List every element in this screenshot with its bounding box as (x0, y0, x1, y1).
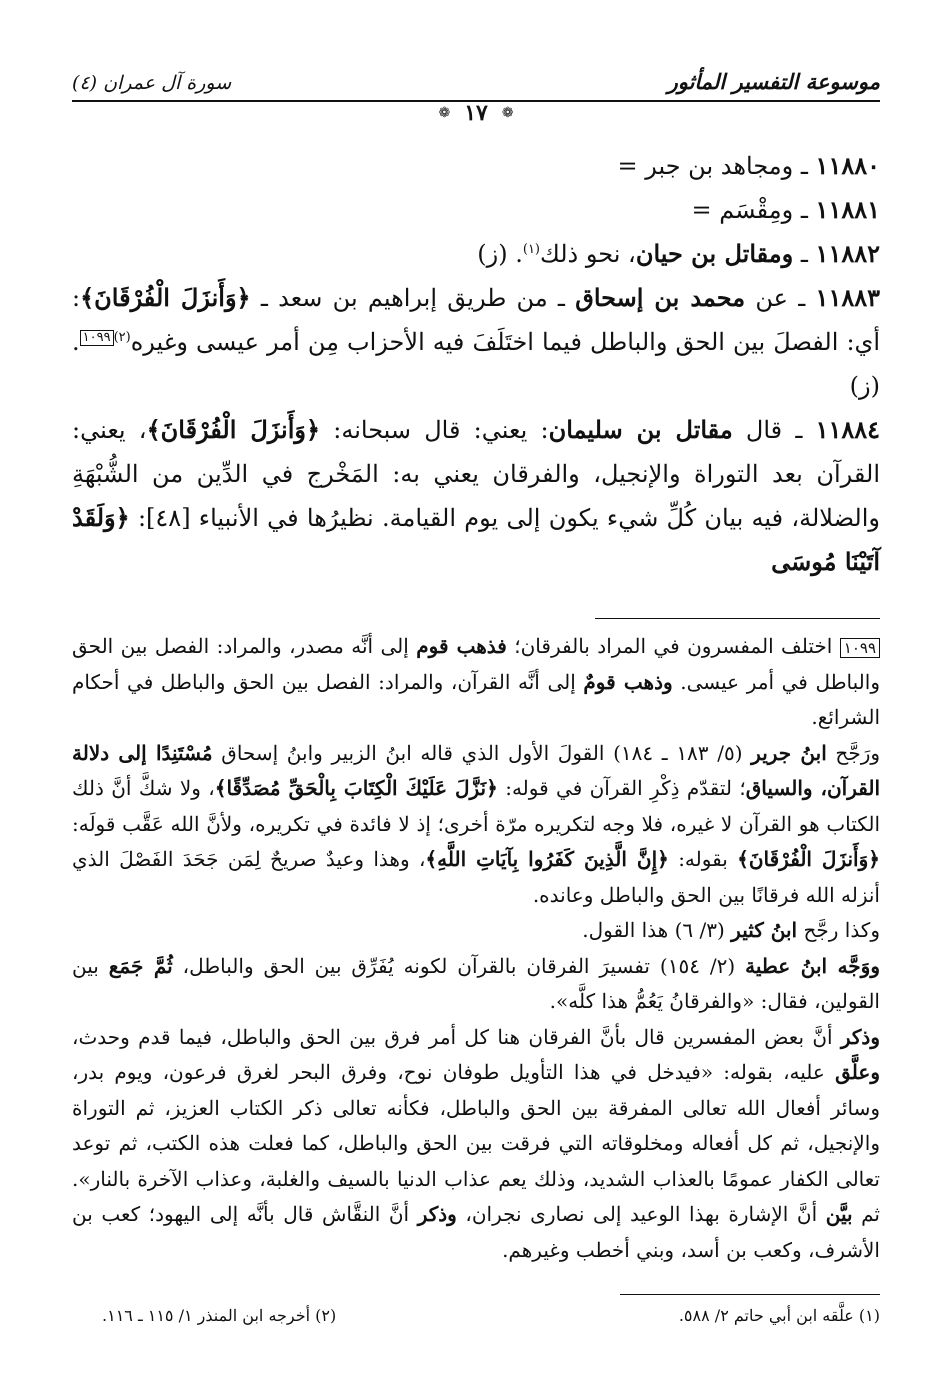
commentary-bold: ووَجَّه ابنُ عطية (745, 953, 880, 978)
commentary-paragraph (72, 949, 880, 1020)
footnote-separator (620, 1294, 880, 1295)
narration-text: ـ قال (732, 416, 816, 444)
commentary-bold: بيَّن (825, 1202, 853, 1226)
narration-11881 (72, 188, 880, 232)
commentary-ref-box: ١٠٩٩ (80, 330, 114, 346)
quran-quote: ﴿وَأَنزَلَ الْفُرْقَانَ﴾ (737, 847, 880, 871)
commentary-text: (٢/ ١٥٤) تفسيرَ الفرقان بالقرآن لكونه يُفَرِّق بين الحق والباطل، (172, 953, 746, 978)
surah-title: سورة آل عمران (٤) (72, 72, 232, 94)
quran-quote: ﴿نَزَّلَ عَلَيْكَ الْكِتَابَ بِالْحَقِّ مُصَدِّقًا﴾ (214, 776, 498, 800)
page-number: ١٧ (464, 100, 488, 126)
commentary-box (72, 629, 880, 1268)
commentary-text: بين القولين، فقال: «والفرقانُ يَعُمُّ هذا كلَّه». (72, 953, 880, 1013)
commentary-text: إلى أنَّه القرآن، والمراد: الفصل بين الحق والباطل في أحكام الشرائع. (72, 669, 880, 729)
narration-text: ، يعني: القرآن بعد التوراة والإنجيل، والفرقان يعني به: المَخْرج في الدِّين من الشُّبْهَةِ والضلالة، فيه بيان كُلِّ شيء يكون إلى يوم القيامة. نظيرُها في الأنبياء [٤٨]: (72, 416, 881, 532)
main-text (72, 144, 880, 584)
narration-text: ـ من طريق إبراهيم بن سعد ـ (250, 284, 576, 312)
commentary-text: اختلف المفسرون في المراد بالفرقان؛ (506, 634, 840, 658)
commentary-text: ، وهذا وعيدٌ صريحٌ لِمَن جَحَدَ الفَصْلَ الذي أنزله الله فرقانًا بين الحق والباطل وعانده. (72, 847, 880, 907)
footnote-2: (٢) أخرجه ابن المنذر ١/ ١١٥ ـ ١١٦. (102, 1306, 337, 1325)
narration-11883 (72, 276, 880, 408)
narration-text: ، نحو ذلك (540, 240, 636, 268)
commentary-text: ورَجَّح (826, 740, 881, 765)
commentary-bold: وذهب قومٌ (583, 669, 673, 694)
narration-number: ١١٨٨٢ (815, 239, 880, 268)
narrator-name: محمد بن إسحاق (575, 283, 746, 312)
quran-quote: ﴿وَأَنزَلَ الْفُرْقَانَ﴾ (80, 283, 251, 312)
commentary-text: عليه، بقوله: «فيدخل في هذا التأويل طوفان نوح، وفرق البحر لغرق فرعون، ويوم بدر، وسائر أفعال الله تعالى المفرقة بين الحق والباطل، فكأنه تعالى ذكر الكتاب العزيز، ثم التوراة والإنجيل، ثم كل أفعاله ومخلوقاته التي فرقت بين الحق والباطل، كما فعلت هذه الكتب، ثم توعد تعالى الكفار عمومًا بالعذاب الشديد، وذلك يعم عذاب الدنيا بالسيف والغلبة، وعذاب الآخرة بالنار». ثم (72, 1060, 880, 1226)
narration-11882 (72, 232, 880, 276)
commentary-bold: ابنُ جرير (751, 740, 827, 765)
narration-number: ١١٨٨٤ (815, 415, 881, 444)
narration-number: ١١٨٨٣ (815, 283, 880, 312)
narration-text: : أي: الفصلَ بين الحق والباطل فيما اختَلَفَ فيه الأحزاب مِن أمر عيسى وغيره (72, 284, 880, 356)
commentary-text: بقوله: (668, 847, 738, 871)
narration-text: . (ز) (72, 328, 880, 400)
narration-text: ـ عن (745, 284, 816, 312)
book-title: موسوعة التفسير المأثور (667, 69, 880, 94)
page-number-row (72, 100, 880, 126)
commentary-paragraph (72, 1020, 880, 1269)
narrator-name: مقاتل بن سليمان (548, 415, 733, 444)
ornament-icon: ❁ (438, 105, 451, 121)
page-header (72, 56, 880, 94)
commentary-paragraph (72, 736, 880, 914)
commentary-bold: وعلَّق (835, 1060, 880, 1084)
footnotes (72, 1303, 880, 1329)
narration-11880 (72, 144, 880, 188)
commentary-text: إلى أنَّه مصدر، والمراد: الفصل بين الحق والباطل في أمر عيسى. (72, 634, 880, 694)
narration-text: : يعني: قال سبحانه: (320, 416, 549, 444)
commentary-text: أنَّ بعض المفسرين قال بأنَّ الفرقان هنا كل أمر فرق بين الحق والباطل، فيما قدم وحدث، (72, 1024, 841, 1049)
quran-quote: ﴿وَأَنزَلَ الْفُرْقَانَ﴾ (146, 415, 321, 444)
footnote-1: (١) علَّقه ابن أبي حاتم ٢/ ٥٨٨. (678, 1306, 880, 1325)
narration-number: ١١٨٨١ (815, 195, 880, 224)
book-page (72, 56, 880, 1347)
commentary-bold: ابنُ كثير (731, 918, 798, 942)
commentary-text: (٥/ ١٨٣ ـ ١٨٤) القولَ الأول الذي قاله ابنُ الزبير وابنُ إسحاق (212, 740, 752, 765)
commentary-text: ، ولا شكَّ أنَّ ذلك الكتاب هو القرآن لا غيره، فلا وجه لتكريره مرّة أخرى؛ إذ لا فائدة في تكريره، ولأنَّ الله عَقَّب قولَه: (72, 776, 880, 836)
narration-text: . (ز) (477, 240, 523, 268)
commentary-separator (595, 618, 880, 619)
narrator-name: ومقاتل بن حيان (635, 239, 794, 268)
commentary-text: أنَّ النقَّاش قال بأنَّه إلى اليهود؛ كعب بن الأشرف، وكعب بن أسد، وبني أخطب وغيرهم. (72, 1202, 880, 1262)
narration-11884 (72, 408, 880, 584)
commentary-ref-box: ١٠٩٩ (840, 638, 880, 658)
footnote-marker: (١) (522, 242, 540, 257)
narration-text: ـ ومِقْسَم = (691, 196, 816, 224)
footnote-marker: (٢) (113, 330, 131, 345)
commentary-text: أنَّ الإشارة بهذا الوعيد إلى نصارى نجران، (456, 1202, 826, 1226)
commentary-bold: ثُمَّ جَمَع (108, 953, 173, 978)
commentary-bold: وذكر (840, 1024, 880, 1049)
commentary-text: (٣/ ٦) هذا القول. (582, 918, 732, 942)
quran-quote: ﴿وَلَقَدْ آتَيْنَا مُوسَى (72, 503, 880, 576)
commentary-paragraph (72, 913, 880, 949)
commentary-text: ؛ لتقدّم ذِكْرِ القرآن في قوله: (497, 776, 746, 800)
commentary-paragraph (72, 629, 880, 736)
narration-text: ـ ومجاهد بن جبر = (617, 152, 816, 180)
commentary-bold: فذهب قوم (416, 634, 507, 658)
commentary-bold: مُسْتَنِدًا إلى دلالة القرآن، والسياق (72, 740, 881, 800)
quran-quote: ﴿إِنَّ الَّذِينَ كَفَرُوا بِآيَاتِ اللَّهِ﴾ (425, 847, 669, 871)
commentary-bold: وذكر (417, 1202, 457, 1226)
commentary-text: وكذا رجَّح (797, 918, 880, 942)
narration-text: ـ (793, 240, 816, 268)
narration-number: ١١٨٨٠ (815, 151, 880, 180)
ornament-icon: ❁ (501, 105, 514, 121)
